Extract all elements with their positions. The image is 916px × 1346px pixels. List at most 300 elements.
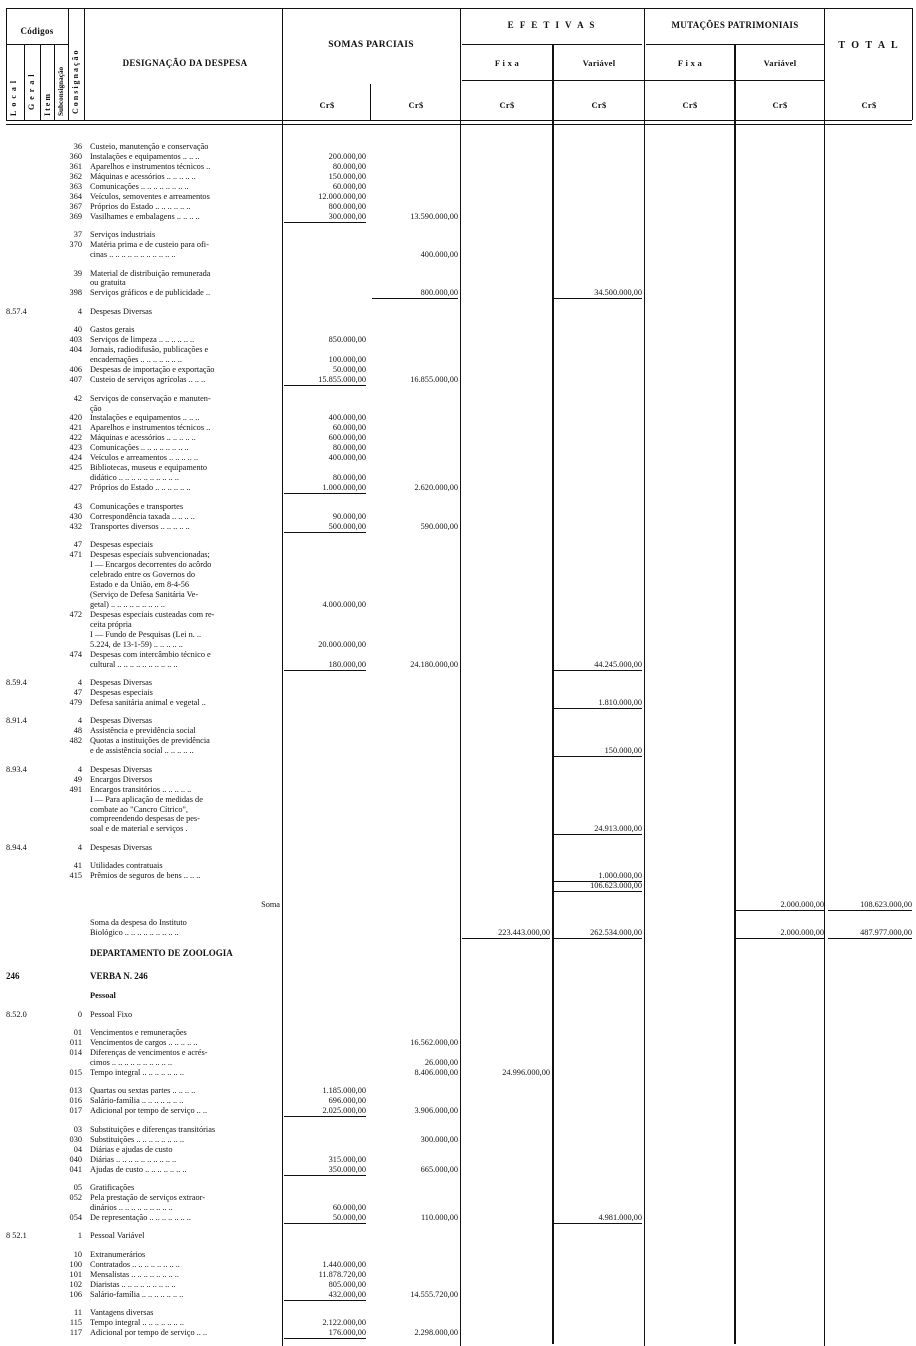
mutacoes-header: MUTAÇÕES PATRIMONIAIS <box>671 20 799 30</box>
row-description: compreendendo despesas de pes- <box>90 814 200 823</box>
mutacoes-variavel-header: Variável <box>763 58 797 68</box>
row-efetivas-variavel: 24.913.000,00 <box>552 824 642 835</box>
row-description: Despesas Diversas <box>90 678 152 687</box>
col-item-header: Item <box>43 92 52 116</box>
row-partial-sum: 300.000,00 <box>420 1135 458 1144</box>
table-row <box>0 640 916 650</box>
table-row <box>0 1193 916 1203</box>
row-description: Substituições .. .. .. .. .. .. .. .. <box>90 1135 185 1144</box>
row-description: I — Fundo de Pesquisas (Lei n. .. <box>90 630 202 639</box>
row-efetivas-variavel: 44.245.000,00 <box>552 660 642 671</box>
table-row <box>0 948 916 958</box>
row-partial-value: 80.000,00 <box>332 443 366 452</box>
row-description: Instalações e equipamentos .. .. .. <box>90 152 200 161</box>
codigos-header: Códigos <box>20 26 54 36</box>
row-description: Vencimentos de cargos .. .. .. .. .. <box>90 1038 198 1047</box>
row-item-code: 42 <box>73 394 82 403</box>
table-row <box>0 413 916 423</box>
row-efetivas-variavel: 106.623.000,00 <box>552 881 642 892</box>
row-description: Ajudas de custo .. .. .. .. .. .. .. <box>90 1165 187 1174</box>
row-item-code: 36 <box>73 142 82 151</box>
row-item-code: 014 <box>69 1048 82 1057</box>
table-row <box>0 325 916 335</box>
row-description: De representação .. .. .. .. .. .. .. <box>90 1213 191 1222</box>
row-code: 8.91.4 <box>6 716 27 725</box>
row-code: 246 <box>6 971 20 981</box>
row-partial-value: 100.000,00 <box>328 355 366 364</box>
col-subconsignacao-header: Subconsignação <box>57 66 65 116</box>
row-description: combate ao "Cancro Cítrico", <box>90 805 189 814</box>
efetivas-variavel-header: Variável <box>582 58 616 68</box>
row-item-code: 479 <box>69 698 82 707</box>
row-item-code: 4 <box>77 307 82 316</box>
row-partial-value: 20.000.000,00 <box>318 640 366 649</box>
currency-efetivas-variavel: Cr$ <box>591 100 607 110</box>
row-description: Prêmios de seguros de bens .. .. .. <box>90 871 201 880</box>
col-consignacao-header: Consignação <box>71 48 80 114</box>
row-description: Pela prestação de serviços extraor- <box>90 1193 206 1202</box>
row-partial-value: 200.000,00 <box>328 152 366 161</box>
row-description: Aparelhos e instrumentos técnicos .. <box>90 162 211 171</box>
table-row <box>0 423 916 433</box>
row-partial-value: 60.000,00 <box>332 423 366 432</box>
row-partial-sum: 400.000,00 <box>420 250 458 259</box>
row-partial-value: 12.000.000,00 <box>318 192 366 201</box>
row-item-code: 43 <box>73 502 82 511</box>
table-row <box>0 918 916 928</box>
row-partial-sum: 2.620.000,00 <box>414 483 458 492</box>
table-row <box>0 1328 916 1338</box>
row-item-code: 422 <box>69 433 82 442</box>
table-row <box>0 1280 916 1290</box>
row-item-code: 367 <box>69 202 82 211</box>
row-partial-value: 696.000,00 <box>328 1096 366 1105</box>
table-row <box>0 355 916 365</box>
row-item-code: 482 <box>69 736 82 745</box>
row-description: Custeio de serviços agrícolas .. .. .. <box>90 375 206 384</box>
row-description: Despesas Diversas <box>90 716 152 725</box>
row-item-code: 472 <box>69 610 82 619</box>
table-row <box>0 814 916 824</box>
table-row <box>0 630 916 640</box>
row-description: Comunicações .. .. .. .. .. .. .. .. <box>90 443 189 452</box>
row-item-code: 369 <box>69 212 82 221</box>
table-row <box>0 230 916 240</box>
row-description: Comunicações .. .. .. .. .. .. .. .. <box>90 182 189 191</box>
table-row <box>0 1183 916 1193</box>
row-description: ceita própria <box>90 620 132 629</box>
table-row <box>0 250 916 260</box>
row-efetivas-variavel: 4.981.000,00 <box>552 1213 642 1224</box>
table-row <box>0 1086 916 1096</box>
mutacoes-fixa-header: F i x a <box>677 58 703 68</box>
row-mutacoes-variavel: 2.000.000,00 <box>736 928 824 939</box>
row-partial-value: 150.000,00 <box>328 172 366 181</box>
table-row <box>0 1308 916 1318</box>
row-description: Despesas de importação e exportação <box>90 365 215 374</box>
currency-mutacoes-fixa: Cr$ <box>682 100 698 110</box>
table-row <box>0 1068 916 1078</box>
table-row <box>0 240 916 250</box>
row-item-code: 364 <box>69 192 82 201</box>
row-item-code: 013 <box>69 1086 82 1095</box>
table-row <box>0 550 916 560</box>
table-row <box>0 795 916 805</box>
table-row <box>0 900 916 910</box>
row-description: Aparelhos e instrumentos técnicos .. <box>90 423 211 432</box>
row-item-code: 4 <box>77 843 82 852</box>
table-row <box>0 278 916 288</box>
row-partial-value: 2.025.000,00 <box>284 1106 366 1117</box>
row-description: Despesas com intercâmbio técnico e <box>90 650 211 659</box>
row-item-code: 40 <box>73 325 82 334</box>
table-row <box>0 678 916 688</box>
row-item-code: 474 <box>69 650 82 659</box>
table-row <box>0 971 916 981</box>
table-row <box>0 688 916 698</box>
row-item-code: 403 <box>69 335 82 344</box>
row-partial-value: 80.000,00 <box>332 162 366 171</box>
table-row <box>0 775 916 785</box>
row-partial-value: 2.122.000,00 <box>322 1318 366 1327</box>
row-code: 8.59.4 <box>6 678 27 687</box>
row-partial-sum: 110.000,00 <box>420 1213 458 1222</box>
row-item-code: 102 <box>69 1280 82 1289</box>
row-description: 5.224, de 13-1-59) .. .. .. .. .. <box>90 640 183 649</box>
table-row <box>0 1125 916 1135</box>
row-description: I — Encargos decorrentes do acôrdo <box>90 560 212 569</box>
row-partial-value: 300.000,00 <box>284 212 366 223</box>
table-row <box>0 463 916 473</box>
row-partial-value: 80.000,00 <box>332 473 366 482</box>
row-partial-value: 805.000,00 <box>328 1280 366 1289</box>
row-partial-value: 60.000,00 <box>332 182 366 191</box>
row-description: Tempo integral .. .. .. .. .. .. .. <box>90 1318 184 1327</box>
row-item-code: 040 <box>69 1155 82 1164</box>
row-description: Adicional por tempo de serviço .. .. <box>90 1106 208 1115</box>
table-row <box>0 726 916 736</box>
row-partial-value: 11.878.720,00 <box>318 1270 366 1279</box>
row-partial-sum: 800.000,00 <box>372 288 458 299</box>
table-row <box>0 152 916 162</box>
table-row <box>0 172 916 182</box>
table-row <box>0 162 916 172</box>
table-row <box>0 660 916 670</box>
row-description: ção <box>90 404 102 413</box>
row-description: didático .. .. .. .. .. .. .. .. .. .. <box>90 473 179 482</box>
row-description: Biológico .. .. .. .. .. .. .. .. .. <box>90 928 179 937</box>
row-description: Diárias .. .. .. .. .. .. .. .. .. .. <box>90 1155 177 1164</box>
row-description: Mensalistas .. .. .. .. .. .. .. .. <box>90 1270 179 1279</box>
efetivas-header: E F E T I V A S <box>507 20 597 30</box>
row-partial-value: 315.000,00 <box>328 1155 366 1164</box>
row-description: cinas .. .. .. .. .. .. .. .. .. .. .. <box>90 250 176 259</box>
row-description: Despesas especiais subvencionadas; <box>90 550 210 559</box>
row-item-code: 398 <box>69 288 82 297</box>
row-item-code: 420 <box>69 413 82 422</box>
row-description: cimos .. .. .. .. .. .. .. .. .. .. <box>90 1058 173 1067</box>
table-row <box>0 1270 916 1280</box>
row-mutacoes-variavel: 2.000.000,00 <box>736 900 824 911</box>
currency-partial-2: Cr$ <box>408 100 424 110</box>
row-description: Pessoal <box>90 991 116 1000</box>
row-description: Serviços industriais <box>90 230 156 239</box>
col-geral-header: Geral <box>27 70 36 110</box>
table-row <box>0 560 916 570</box>
table-row <box>0 600 916 610</box>
row-total: 487.977.000,00 <box>828 928 912 939</box>
row-item-code: 030 <box>69 1135 82 1144</box>
table-row <box>0 1165 916 1175</box>
table-row <box>0 991 916 1001</box>
col-local-header: Local <box>9 76 18 116</box>
row-description: Soma <box>261 900 280 909</box>
row-description: Adicional por tempo de serviço .. .. <box>90 1328 208 1337</box>
row-description: Transportes diversos .. .. .. .. .. <box>90 522 190 531</box>
row-partial-value: 800.000,00 <box>328 202 366 211</box>
table-row <box>0 375 916 385</box>
table-row <box>0 1096 916 1106</box>
row-item-code: 054 <box>69 1213 82 1222</box>
row-item-code: 421 <box>69 423 82 432</box>
table-row <box>0 928 916 938</box>
row-description: Quotas a instituições de previdência <box>90 736 210 745</box>
table-row <box>0 580 916 590</box>
row-description: Custeio, manutenção e conservação <box>90 142 209 151</box>
row-item-code: 39 <box>73 269 82 278</box>
row-item-code: 041 <box>69 1165 82 1174</box>
table-row <box>0 785 916 795</box>
row-description: Despesas especiais custeadas com re- <box>90 610 215 619</box>
table-row <box>0 1260 916 1270</box>
row-item-code: 363 <box>69 182 82 191</box>
row-partial-value: 180.000,00 <box>284 660 366 671</box>
row-description: Máquinas e acessórios .. .. .. .. .. <box>90 172 196 181</box>
row-partial-value: 500.000,00 <box>284 522 366 533</box>
row-code: 8.52.0 <box>6 1010 27 1019</box>
table-row <box>0 843 916 853</box>
row-description: Próprios do Estado .. .. .. .. .. .. <box>90 202 191 211</box>
table-row <box>0 824 916 834</box>
table-row <box>0 1213 916 1223</box>
row-description: Correspondência taxada .. .. .. .. <box>90 512 195 521</box>
row-efetivas-fixa: 223.443.000,00 <box>462 928 550 939</box>
row-item-code: 015 <box>69 1068 82 1077</box>
row-description: Serviços de limpeza .. .. .. .. .. .. <box>90 335 195 344</box>
row-description: Máquinas e acessórios .. .. .. .. .. <box>90 433 196 442</box>
table-row <box>0 650 916 660</box>
row-description: cultural .. .. .. .. .. .. .. .. .. .. <box>90 660 178 669</box>
table-row <box>0 746 916 756</box>
row-item-code: 100 <box>69 1260 82 1269</box>
table-row <box>0 142 916 152</box>
table-row <box>0 871 916 881</box>
row-description: Gratificações <box>90 1183 135 1192</box>
table-row <box>0 540 916 550</box>
row-efetivas-fixa: 24.996.000,00 <box>502 1068 550 1077</box>
row-description: Vencimentos e remunerações <box>90 1028 187 1037</box>
table-row <box>0 765 916 775</box>
row-item-code: 362 <box>69 172 82 181</box>
table-row <box>0 1290 916 1300</box>
row-partial-value: 4.000.000,00 <box>322 600 366 609</box>
row-partial-value: 50.000,00 <box>284 1213 366 1224</box>
row-description: Despesas Diversas <box>90 843 152 852</box>
row-item-code: 37 <box>73 230 82 239</box>
row-description: (Serviço de Defesa Sanitária Ve- <box>90 590 199 599</box>
row-partial-value: 90.000,00 <box>332 512 366 521</box>
table-row <box>0 483 916 493</box>
row-partial-value: 400.000,00 <box>328 453 366 462</box>
row-item-code: 117 <box>69 1328 82 1337</box>
row-description: Tempo integral .. .. .. .. .. .. .. <box>90 1068 184 1077</box>
row-description: Instalações e equipamentos .. .. .. <box>90 413 200 422</box>
row-item-code: 04 <box>73 1145 82 1154</box>
row-partial-sum: 8.406.000,00 <box>414 1068 458 1077</box>
row-item-code: 432 <box>69 522 82 531</box>
row-description: Serviços de conservação e manuten- <box>90 394 211 403</box>
somas-parciais-header: SOMAS PARCIAIS <box>328 40 414 50</box>
row-item-code: 423 <box>69 443 82 452</box>
row-item-code: 425 <box>69 463 82 472</box>
table-row <box>0 1038 916 1048</box>
row-partial-value: 60.000,00 <box>332 1203 366 1212</box>
row-partial-value: 600.000,00 <box>328 433 366 442</box>
table-row <box>0 192 916 202</box>
row-description: Despesas Diversas <box>90 765 152 774</box>
currency-partial-1: Cr$ <box>319 100 335 110</box>
row-item-code: 03 <box>73 1125 82 1134</box>
row-item-code: 017 <box>69 1106 82 1115</box>
row-item-code: 1 <box>77 1231 82 1240</box>
row-description: soal e de material e serviços . <box>90 824 188 833</box>
row-item-code: 4 <box>77 678 82 687</box>
row-item-code: 360 <box>69 152 82 161</box>
table-row <box>0 473 916 483</box>
row-partial-value: 850.000,00 <box>328 335 366 344</box>
table-row <box>0 698 916 708</box>
row-description: dinários .. .. .. .. .. .. .. .. .. <box>90 1203 173 1212</box>
row-efetivas-variavel: 34.500.000,00 <box>552 288 642 299</box>
table-row <box>0 502 916 512</box>
row-description: Material de distribuição remunerada <box>90 269 211 278</box>
total-header: T O T A L <box>838 40 900 51</box>
table-row <box>0 182 916 192</box>
row-description: Diferenças de vencimentos e acrés- <box>90 1048 208 1057</box>
row-partial-value: 176.000,00 <box>284 1328 366 1339</box>
row-item-code: 05 <box>73 1183 82 1192</box>
row-code: 8.57.4 <box>6 307 27 316</box>
row-total: 108.623.000,00 <box>828 900 912 911</box>
row-description: Diárias e ajudas de custo <box>90 1145 173 1154</box>
table-row <box>0 365 916 375</box>
row-description: Pessoal Fixo <box>90 1010 133 1019</box>
row-item-code: 406 <box>69 365 82 374</box>
row-partial-value: 50.000,00 <box>332 365 366 374</box>
row-description: celebrado entre os Governos do <box>90 570 196 579</box>
row-item-code: 4 <box>77 765 82 774</box>
table-row <box>0 512 916 522</box>
row-description: Substituições e diferenças transitórias <box>90 1125 216 1134</box>
row-code: 8.93.4 <box>6 765 27 774</box>
row-partial-sum: 590.000,00 <box>420 522 458 531</box>
row-description: Despesas especiais <box>90 688 153 697</box>
row-item-code: 41 <box>73 861 82 870</box>
row-item-code: 106 <box>69 1290 82 1299</box>
row-item-code: 415 <box>69 871 82 880</box>
row-item-code: 0 <box>77 1010 82 1019</box>
row-efetivas-variavel: 1.810.000,00 <box>552 698 642 709</box>
table-row <box>0 345 916 355</box>
row-description: Próprios do Estado .. .. .. .. .. .. <box>90 483 191 492</box>
table-row <box>0 881 916 891</box>
currency-mutacoes-variavel: Cr$ <box>772 100 788 110</box>
row-description: Estado e da União, em 8-4-56 <box>90 580 190 589</box>
table-row <box>0 433 916 443</box>
row-description: Salário-família .. .. .. .. .. .. .. <box>90 1290 184 1299</box>
row-item-code: 471 <box>69 550 82 559</box>
row-partial-sum: 665.000,00 <box>420 1165 458 1174</box>
efetivas-fixa-header: F i x a <box>494 58 520 68</box>
row-item-code: 49 <box>73 775 82 784</box>
row-code: 8.94.4 <box>6 843 27 852</box>
row-description: Despesas Diversas <box>90 307 152 316</box>
table-row <box>0 453 916 463</box>
row-description: Comunicações e transportes <box>90 502 184 511</box>
table-row <box>0 716 916 726</box>
row-description: Utilidades contratuais <box>90 861 163 870</box>
table-row <box>0 212 916 222</box>
row-item-code: 430 <box>69 512 82 521</box>
row-description: VERBA N. 246 <box>90 971 148 981</box>
row-item-code: 491 <box>69 785 82 794</box>
row-description: Despesas especiais <box>90 540 153 549</box>
row-partial-sum: 16.562.000,00 <box>410 1038 458 1047</box>
table-row <box>0 1203 916 1213</box>
row-description: Quartas ou sextas partes .. .. .. .. <box>90 1086 196 1095</box>
row-efetivas-variavel: 150.000,00 <box>552 746 642 757</box>
row-description: encadernações .. .. .. .. .. .. .. <box>90 355 182 364</box>
row-description: Bibliotecas, museus e equipamento <box>90 463 208 472</box>
row-description: Vantagens diversas <box>90 1308 154 1317</box>
row-item-code: 47 <box>73 540 82 549</box>
row-item-code: 404 <box>69 345 82 354</box>
table-row <box>0 288 916 298</box>
table-row <box>0 335 916 345</box>
row-partial-value: 1.440.000,00 <box>322 1260 366 1269</box>
row-description: Pessoal Variável <box>90 1231 145 1240</box>
row-description: Contratados .. .. .. .. .. .. .. .. <box>90 1260 180 1269</box>
row-partial-sum: 3.906.000,00 <box>414 1106 458 1115</box>
row-description: Encargos transitórios .. .. .. .. .. <box>90 785 192 794</box>
row-description: Assistência e previdência social <box>90 726 196 735</box>
table-row <box>0 570 916 580</box>
table-row <box>0 1155 916 1165</box>
row-partial-sum: 16.855.000,00 <box>410 375 458 384</box>
designacao-header: DESIGNAÇÃO DA DESPESA <box>122 58 248 68</box>
row-efetivas-variavel: 262.534.000,00 <box>552 928 642 939</box>
table-row <box>0 1106 916 1116</box>
row-item-code: 115 <box>69 1318 82 1327</box>
row-partial-sum: 24.180.000,00 <box>410 660 458 669</box>
row-item-code: 370 <box>69 240 82 249</box>
row-partial-value: 1.000.000,00 <box>284 483 366 494</box>
table-row <box>0 1250 916 1260</box>
row-description: Jornais, radiodifusão, publicações e <box>90 345 209 354</box>
row-item-code: 47 <box>73 688 82 697</box>
row-description: Encargos Diversos <box>90 775 153 784</box>
table-row <box>0 1048 916 1058</box>
